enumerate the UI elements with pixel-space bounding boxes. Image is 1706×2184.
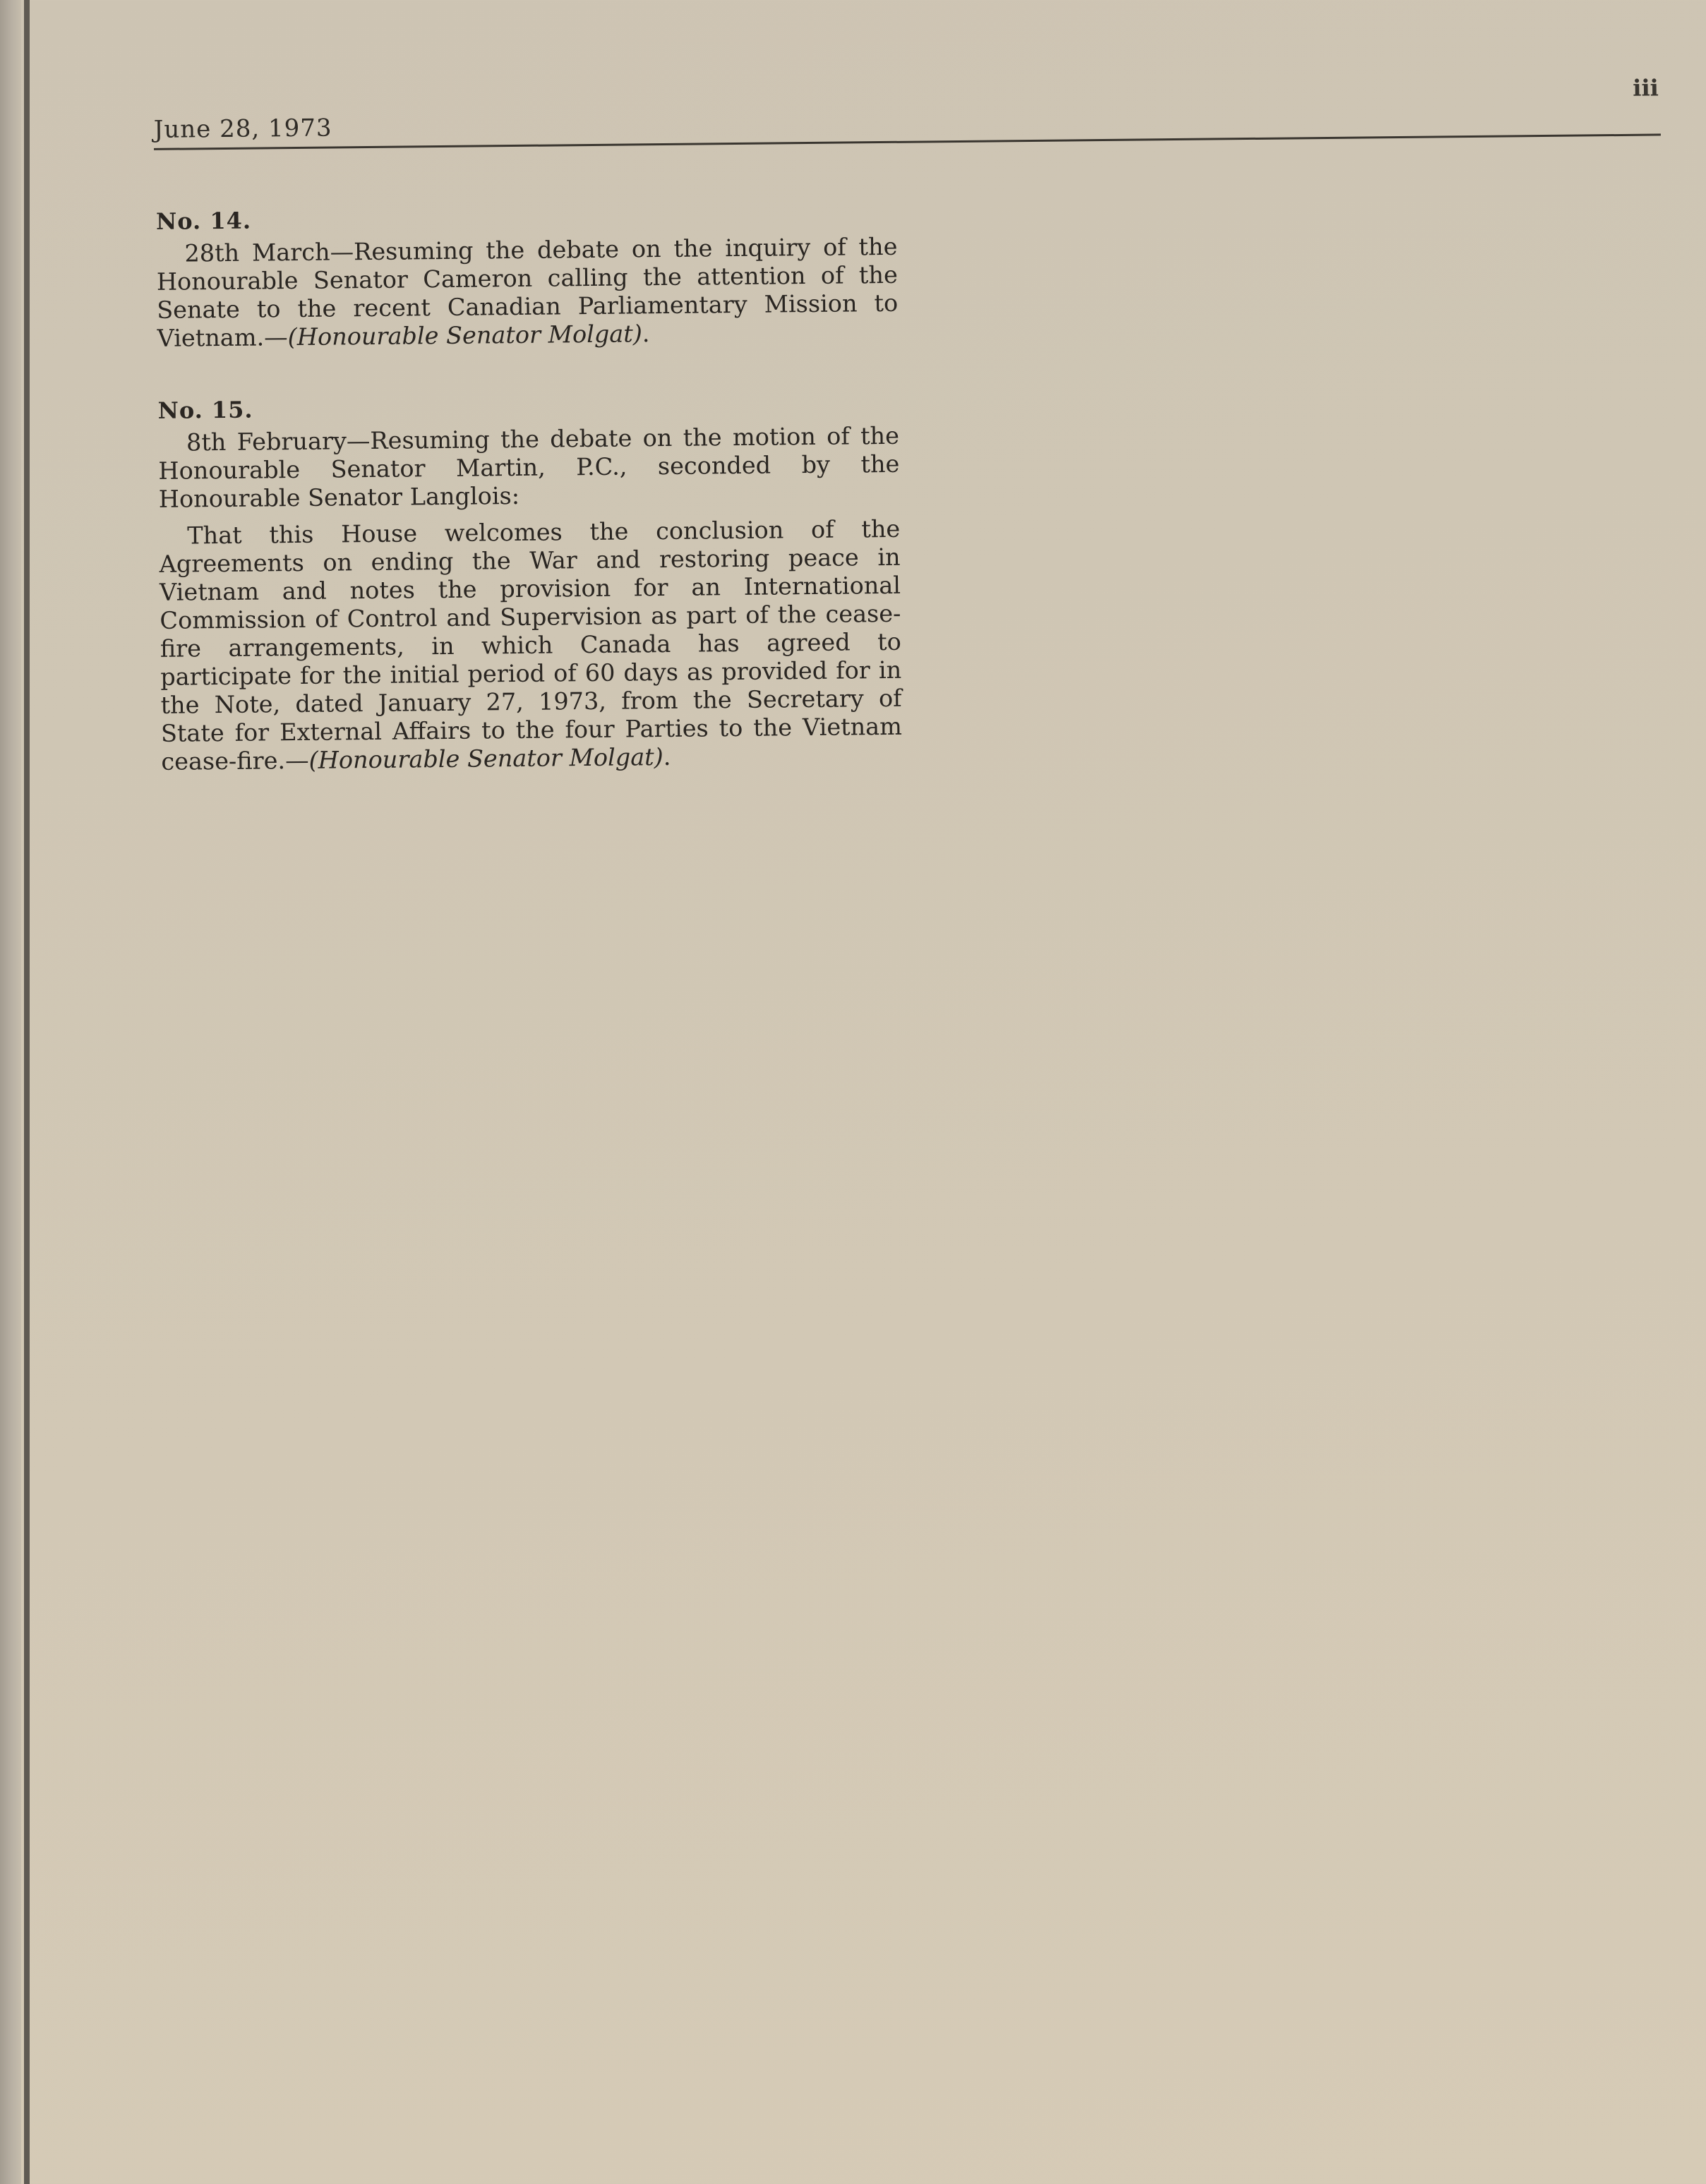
page-number: iii (1633, 74, 1659, 102)
item-number: No. 15. (157, 396, 253, 424)
item-end: . (642, 320, 650, 348)
item-reference: (Honourable Senator Molgat) (287, 320, 642, 351)
item-spacer (157, 346, 899, 397)
motion-text (159, 515, 902, 776)
item-text (156, 233, 898, 353)
motion-body: That this House welcomes the conclusion of the Agreements on ending the War and restoring peace in Vietnam and notes the provision for an International Commission of Control and Supervision as part of the cease-fire arrangements, in which Canada has agreed to participate for the initial period of 60 days as provided for in the Note, dated January 27, 1973, from the Secretary of State for External Affairs to the four Parties to the Vietnam cease-fire.— (159, 514, 903, 776)
order-item-14 (156, 200, 899, 353)
header-rule (154, 133, 1661, 150)
item-number: No. 14. (155, 207, 252, 235)
header-date: June 28, 1973 (153, 114, 332, 144)
item-body: 28th March—Resuming the debate on the inquiry of the Honourable Senator Cameron calling the attention of the Senate to the recent Canadian Parliamentary Mission to Vietnam.— (156, 232, 899, 352)
text-column (156, 200, 903, 776)
item-reference: (Honourable Senator Molgat) (308, 743, 663, 774)
order-item-15 (157, 390, 902, 776)
item-text: 8th February—Resuming the debate on the motion of the Honourable Senator Martin, P.C., seconded by the Honourable Senator Langlois: (158, 421, 900, 513)
item-end: . (663, 742, 671, 771)
